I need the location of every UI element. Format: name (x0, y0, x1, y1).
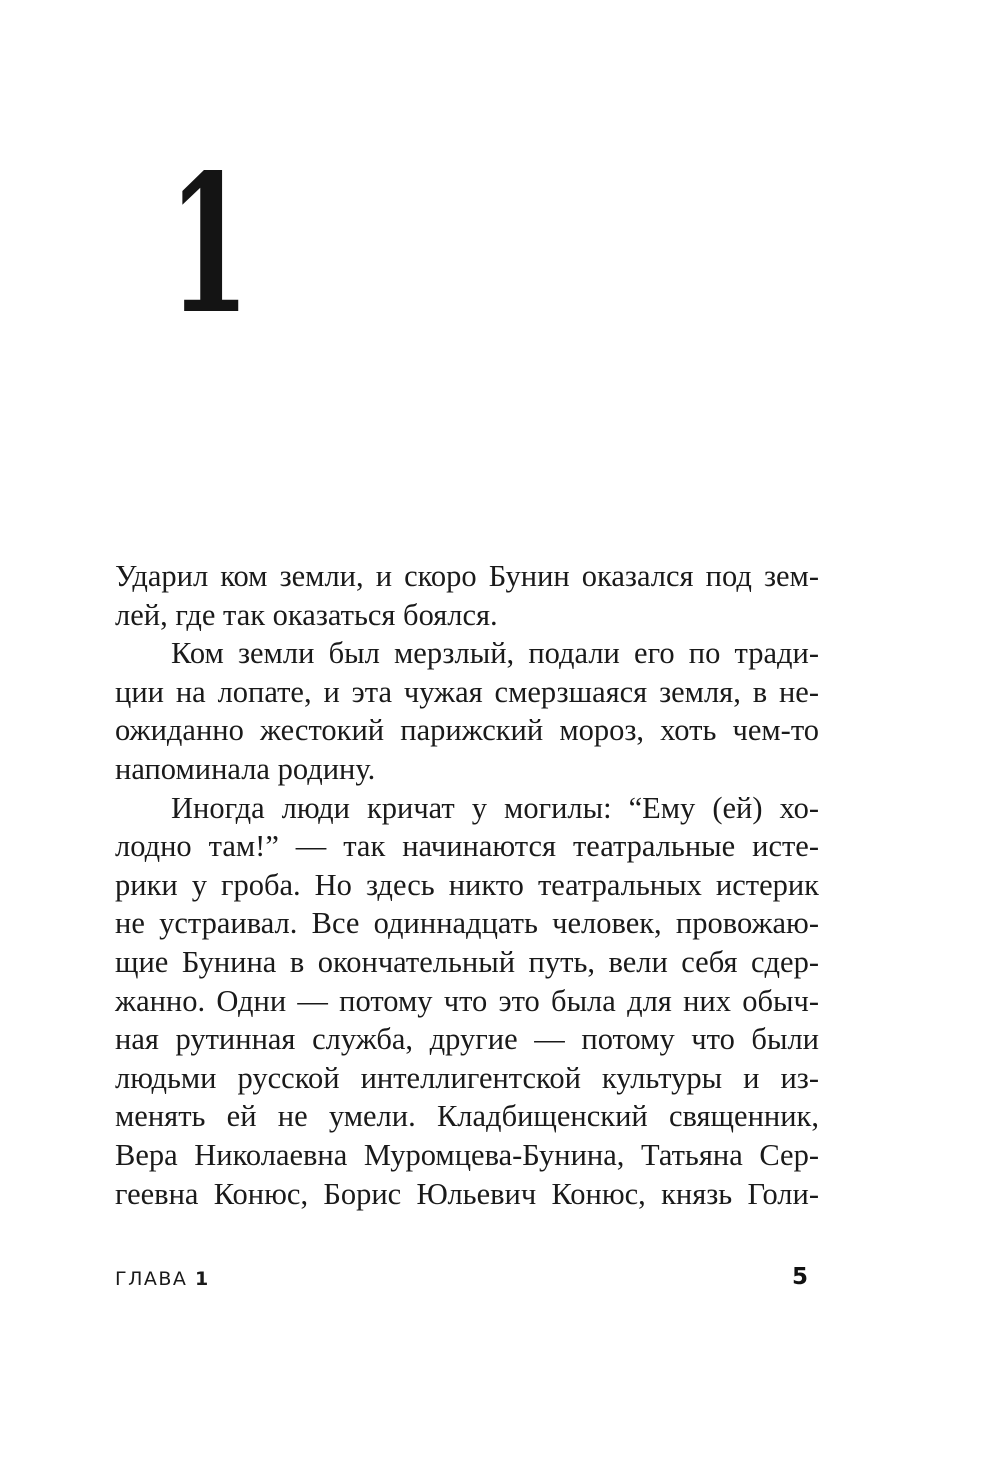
text-line: напоминала родину. (115, 751, 376, 786)
chapter-number: 1 (168, 133, 250, 356)
text-line: Ком земли был мерзлый, подали его по тради- (171, 636, 819, 671)
text-line: жанно. Одни — потому что это была для них обыч- (115, 983, 819, 1018)
text-line: ная рутинная служба, другие — потому что были (115, 1022, 819, 1057)
text-line: не устраивал. Все одиннадцать человек, провожаю- (115, 906, 819, 941)
text-line: лей, где так оказаться боялся. (115, 597, 498, 632)
text-line: ции на лопате, и эта чужая смерзшаяся земля, в не- (115, 674, 819, 709)
page-number: 5 (792, 1264, 809, 1290)
text-line: Иногда люди кричат у могилы: “Ему (ей) хо- (171, 790, 819, 825)
text-line: менять ей не умели. Кладбищенский священник, (115, 1099, 819, 1134)
running-footer-chapter-number: 1 (194, 1268, 210, 1290)
body-text (115, 557, 819, 1213)
text-line: людьми русской интеллигентской культуры и из- (115, 1060, 819, 1095)
text-line: Вера Николаевна Муромцева-Бунина, Татьяна Сер- (115, 1137, 819, 1172)
text-line: лодно там!” — так начинаются театральные исте- (115, 829, 819, 864)
text-line: щие Бунина в окончательный путь, вели себя сдер- (115, 944, 819, 979)
text-line: рики у гроба. Но здесь никто театральных истерик (115, 867, 819, 902)
text-line: Ударил ком земли, и скоро Бунин оказался под зем- (115, 559, 819, 593)
running-footer (115, 1268, 210, 1290)
text-line: ожиданно жестокий парижский мороз, хоть чем-то (115, 713, 819, 748)
running-footer-label: ГЛАВА (115, 1268, 188, 1290)
text-line: геевна Конюс, Борис Юльевич Конюс, князь Голи- (115, 1176, 819, 1211)
